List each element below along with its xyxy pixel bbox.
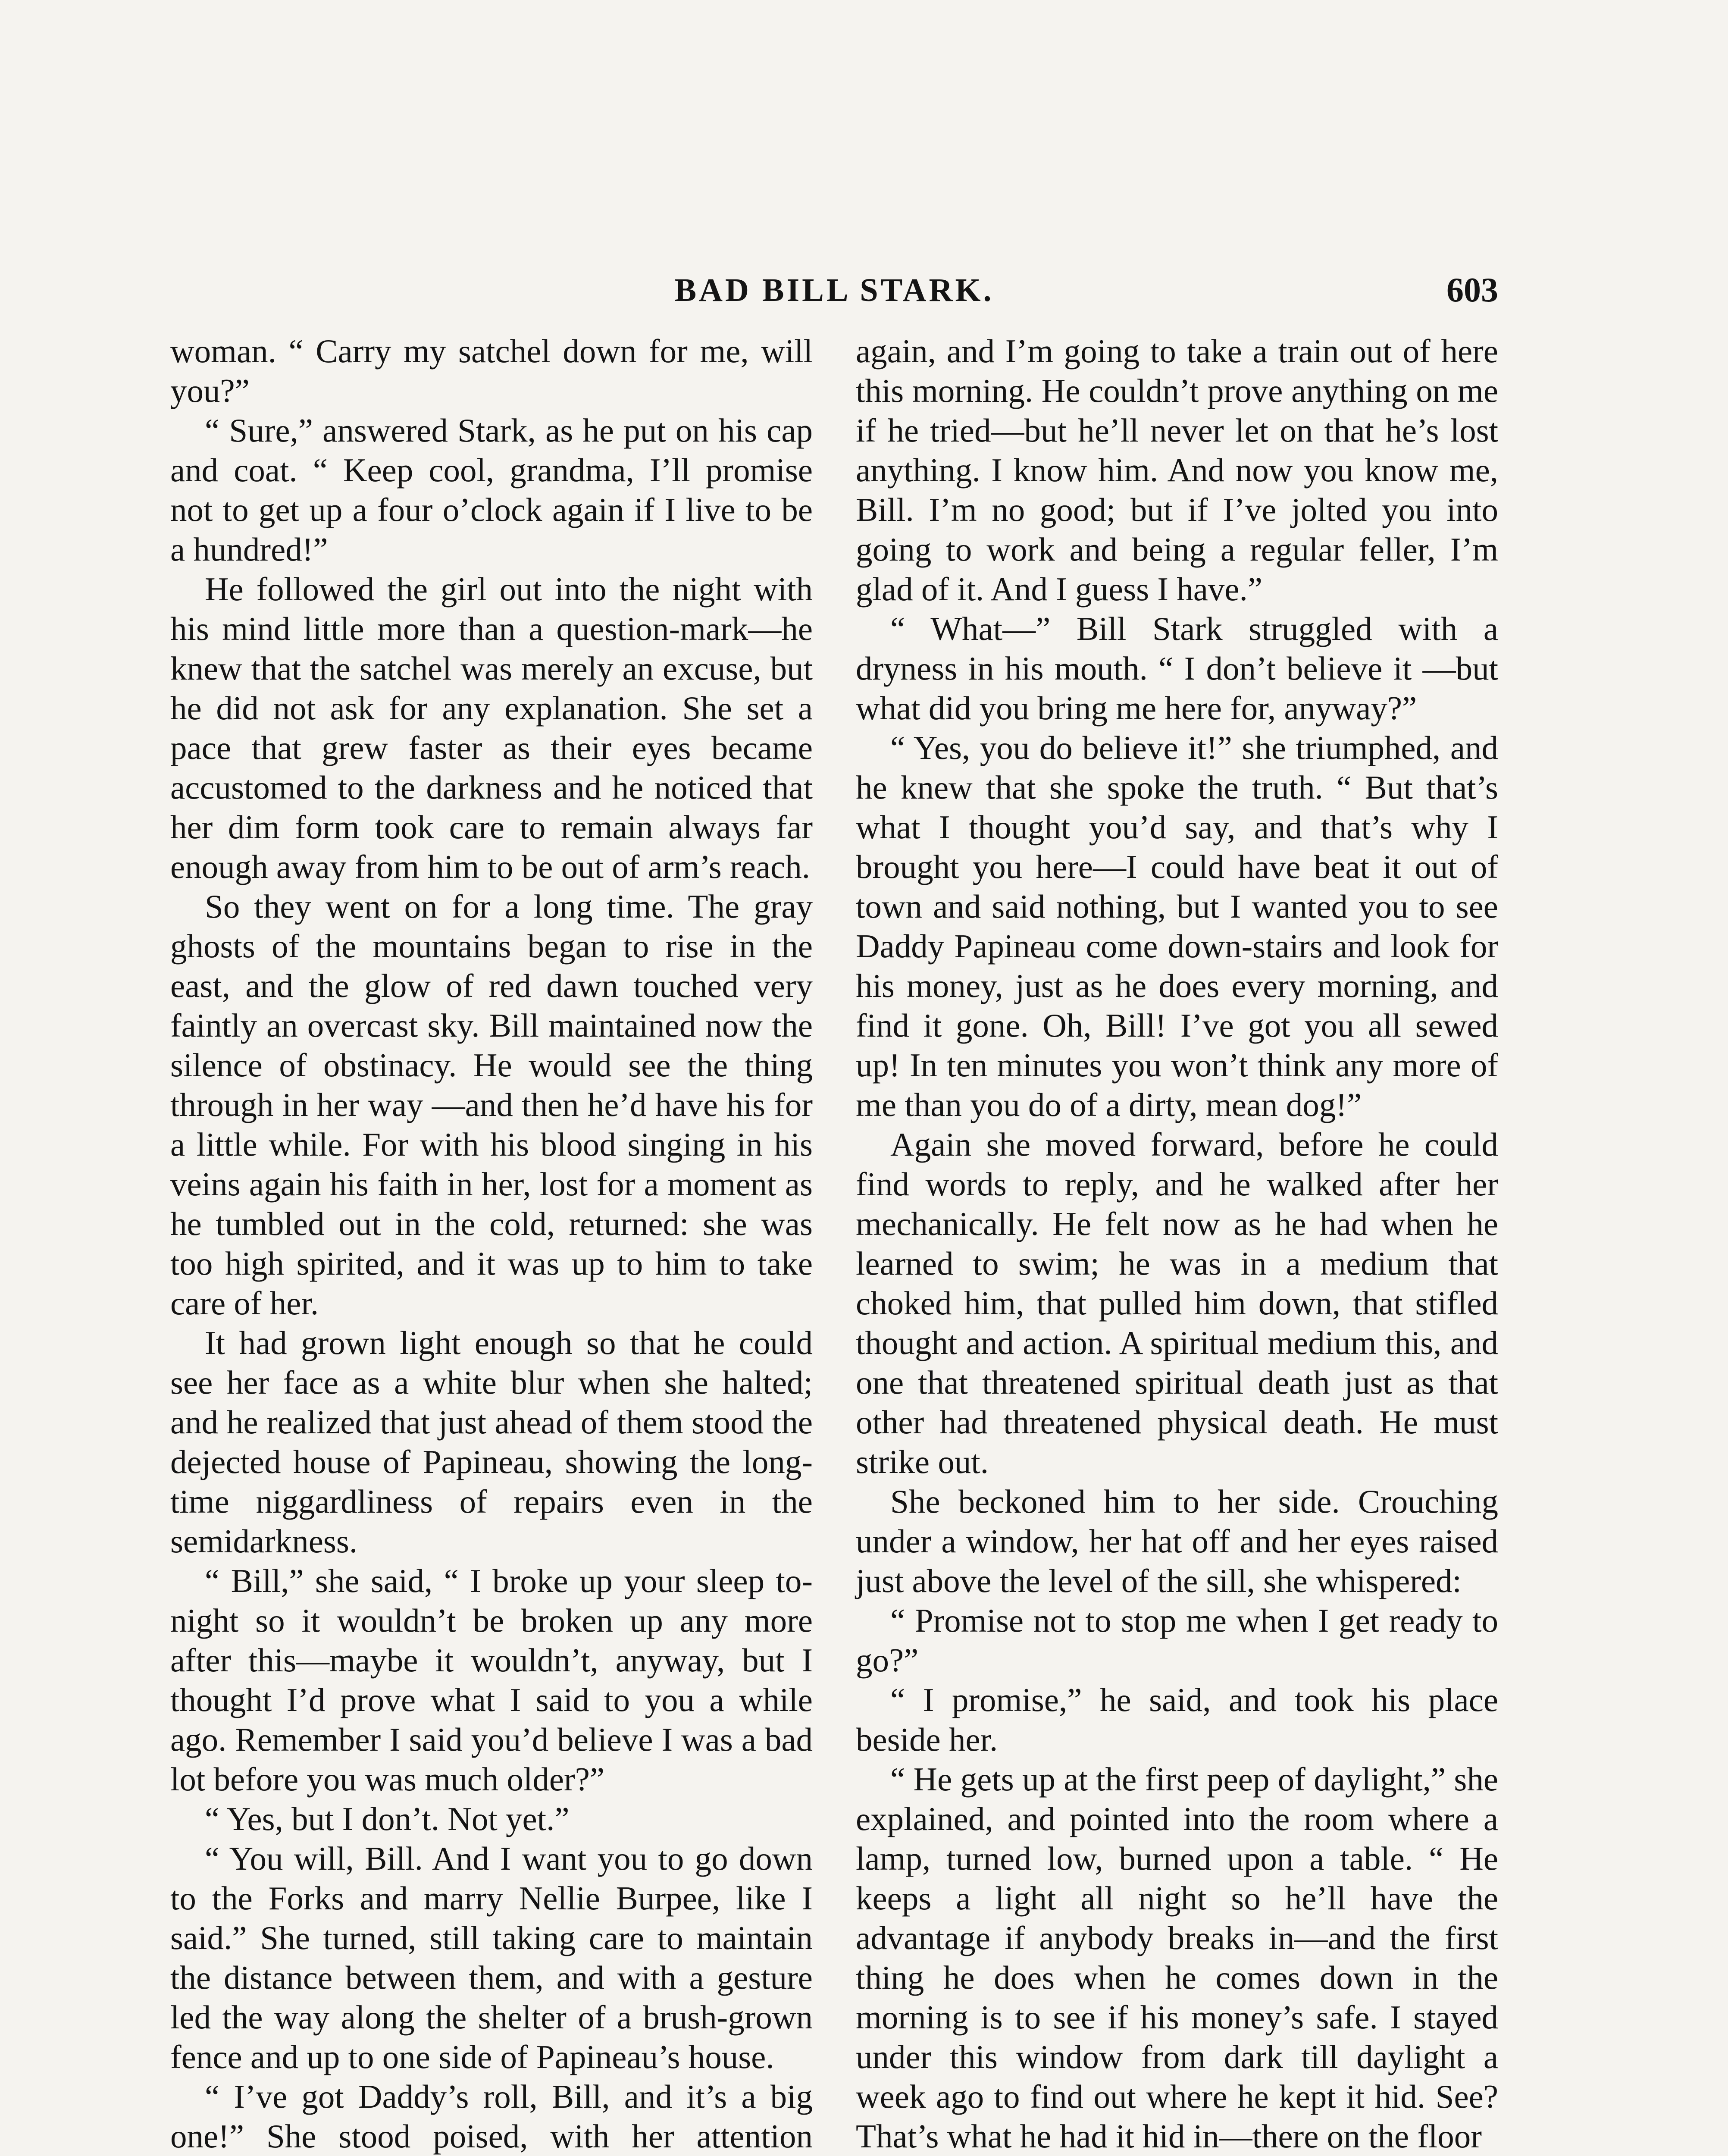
- page-number: 603: [1446, 271, 1498, 309]
- paragraph: “ Promise not to stop me when I get ready to go?”: [856, 1602, 1498, 1679]
- paragraph: “ I promise,” he said, and took his place beside her.: [856, 1681, 1498, 1758]
- paragraph: She beckoned him to her side. Crouching under a window, her hat off and her eyes raised just above the level of the sill, she whispered:: [856, 1483, 1498, 1599]
- paragraph: “ I’ve got Daddy’s roll, Bill, and it’s a big one!” She stood poised, with her attention: [170, 2078, 813, 2155]
- paragraph: “ Bill,” she said, “ I broke up your sleep to-night so it wouldn’t be broken up any more after this—maybe it wouldn’t, anyway, but I thought I’d prove what I said to you a while ago. Remember I said you’d believe I was a bad lot before you was much older?”: [170, 1562, 813, 1798]
- paragraph: “ Yes, but I don’t. Not yet.”: [205, 1800, 570, 1837]
- paragraph: “ Sure,” answered Stark, as he put on his cap and coat. “ Keep cool, grandma, I’ll promise not to get up a four o’clock again if I live to be a hundred!”: [170, 412, 813, 568]
- paragraph: “ You will, Bill. And I want you to go down to the Forks and marry Nellie Burpee, like I said.” She turned, still taking care to maintain the distance between them, and with a gesture led the way along the shelter of a brush-grown fence and up to one side of Papineau’s house.: [170, 1840, 813, 2075]
- paragraph: It had grown light enough so that he could see her face as a white blur when she halted; and he realized that just ahead of them stood the dejected house of Papineau, showing the long-time niggardliness of repairs even in the semidarkness.: [170, 1324, 813, 1560]
- paragraph: “ He gets up at the first peep of daylight,” she explained, and pointed into the room where a lamp, turned low, burned upon a table. “ He keeps a light all night so he’ll have the advantage if anybody breaks in—and the first thing he does when he comes down in the morning is to see if his money’s safe. I stayed under this window from dark till daylight a week ago to find out where he kept it hid. See? That’s what he had it hid in—there on the floor: [856, 1761, 1498, 2155]
- paragraph: Again she moved forward, before he could find words to reply, and he walked after her mechanically. He felt now as he had when he learned to swim; he was in a medium that choked him, that pulled him down, that stifled thought and action. A spiritual medium this, and one that threatened spiritual death just as that other had threatened physical death. He must strike out.: [856, 1126, 1498, 1480]
- paragraph: again, and I’m going to take a train out of here this morning. He couldn’t prove anything on me if he tried—but he’ll never let on that he’s lost anything. I know him. And now you know me, Bill. I’m no good; but if I’ve jolted you into going to work and being a regular feller, I’m glad of it. And I guess I have.”: [856, 332, 1498, 608]
- paragraph: “ What—” Bill Stark struggled with a dryness in his mouth. “ I don’t believe it —but what did you bring me here for, anyway?”: [856, 610, 1498, 727]
- paragraph: woman. “ Carry my satchel down for me, will you?”: [170, 332, 813, 409]
- running-title: BAD BILL STARK.: [674, 272, 994, 308]
- paragraph: He followed the girl out into the night with his mind little more than a question-mark—he knew that the satchel was merely an excuse, but he did not ask for any explanation. She set a pace that grew faster as their eyes became accustomed to the darkness and he noticed that her dim form took care to remain always far enough away from him to be out of arm’s reach.: [170, 570, 813, 885]
- page-header: [170, 266, 1498, 314]
- paragraph: So they went on for a long time. The gray ghosts of the mountains began to rise in the east, and the glow of red dawn touched very faintly an overcast sky. Bill maintained now the silence of obstinacy. He would see the thing through in her way —and then he’d have his for a little while. For with his blood singing in his veins again his faith in her, lost for a moment as he tumbled out in the cold, returned: she was too high spirited, and it was up to him to take care of her.: [170, 888, 813, 1322]
- left-column: [170, 331, 813, 2156]
- paragraph: “ Yes, you do believe it!” she triumphed, and he knew that she spoke the truth. “ But that’s what I thought you’d say, and that’s why I brought you here—I could have beat it out of town and said nothing, but I wanted you to see Daddy Papineau come down-stairs and look for his money, just as he does every morning, and find it gone. Oh, Bill! I’ve got you all sewed up! In ten minutes you won’t think any more of me than you do of a dirty, mean dog!”: [856, 729, 1498, 1123]
- right-column: [856, 331, 1498, 2156]
